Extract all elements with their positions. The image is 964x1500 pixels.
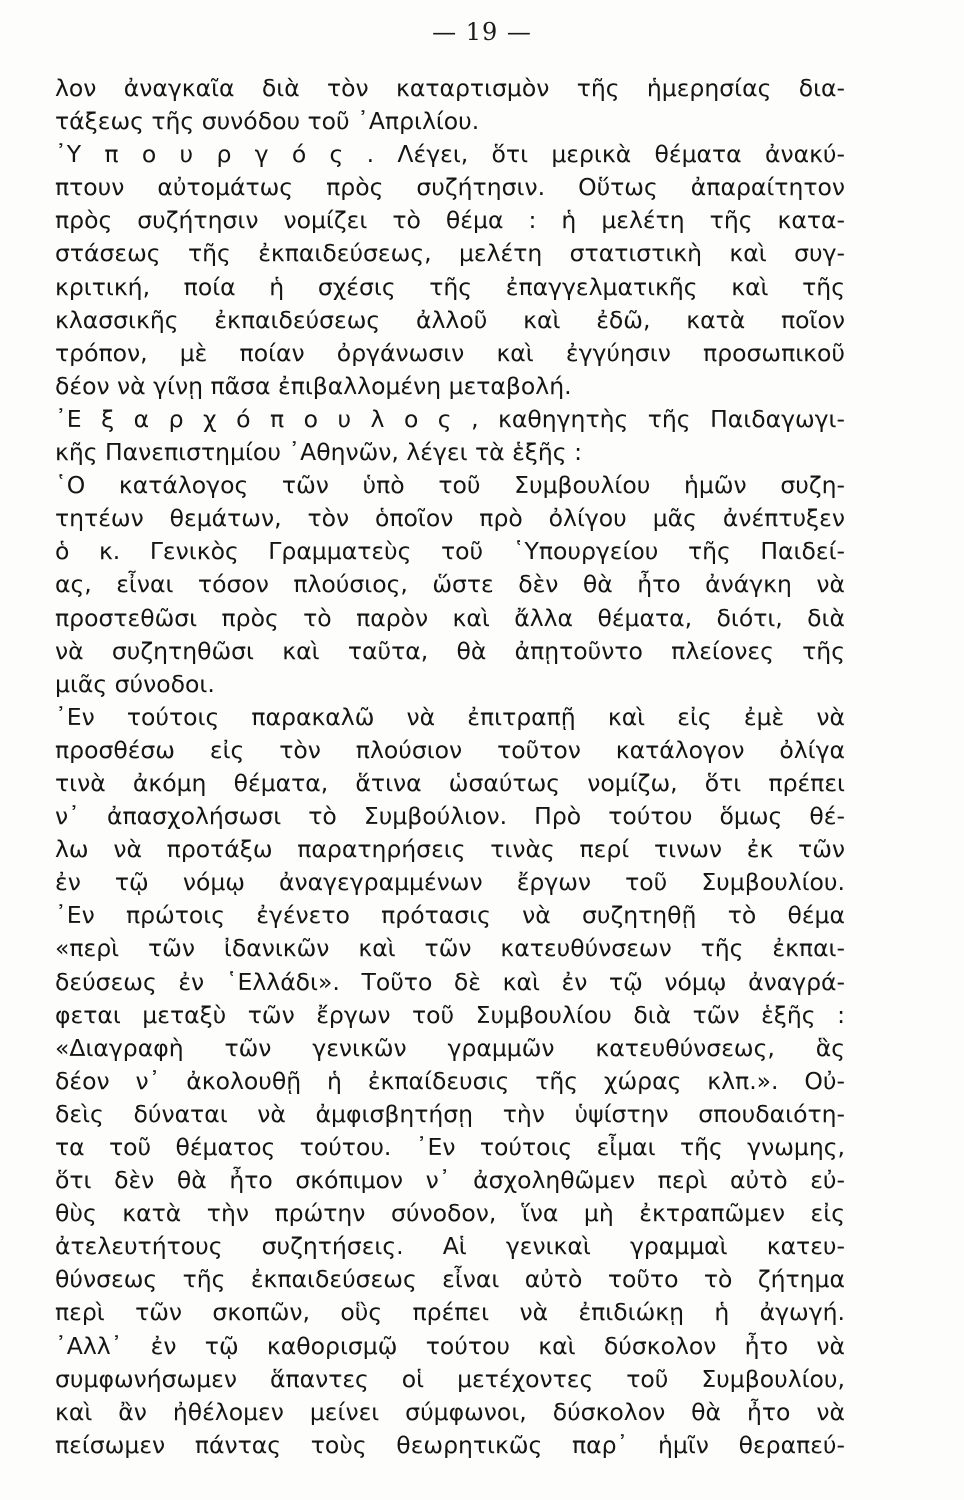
page-number: — 19 — bbox=[432, 18, 532, 46]
text-line: συμφωνήσωμεν ἅπαντες οἱ μετέχοντες τοῦ Συμβουλίου, bbox=[55, 1364, 845, 1393]
text-line: νὰ συζητηθῶσι καὶ ταῦτα, θὰ ἀπῃτοῦντο πλείονες τῆς bbox=[55, 636, 845, 665]
text-line: θύνσεως τῆς ἐκπαιδεύσεως εἶναι αὐτὸ τοῦτο τὸ ζήτημα bbox=[55, 1265, 845, 1294]
body-text bbox=[55, 72, 845, 1462]
text-line: «περὶ τῶν ἰδανικῶν καὶ τῶν κατευθύνσεων τῆς ἐκπαι- bbox=[55, 934, 845, 963]
text-line: ᾿Αλλ᾿ ἐν τῷ καθορισμῷ τούτου καὶ δύσκολον ἦτο νὰ bbox=[55, 1331, 845, 1360]
text-line: κριτική, ποία ἡ σχέσις τῆς ἐπαγγελματικῆς καὶ τῆς bbox=[55, 272, 845, 301]
text-line: πείσωμεν πάντας τοὺς θεωρητικῶς παρ᾿ ἡμῖν θεραπεύ- bbox=[55, 1430, 845, 1459]
text-line: ῾Ο κατάλογος τῶν ὑπὸ τοῦ Συμβουλίου ἡμῶν συζη- bbox=[55, 471, 845, 500]
text-line: τρόπον, μὲ ποίαν ὀργάνωσιν καὶ ἐγγύησιν προσωπικοῦ bbox=[55, 338, 845, 367]
text-line: λον ἀναγκαῖα διὰ τὸν καταρτισμὸν τῆς ἡμερησίας δια- bbox=[55, 74, 845, 102]
text-line: κῆς Πανεπιστημίου ᾿Αθηνῶν, λέγει τὰ ἑξῆς : bbox=[55, 438, 582, 467]
text-line: κλασσικῆς ἐκπαιδεύσεως ἀλλοῦ καὶ ἐδῶ, κατὰ ποῖον bbox=[55, 305, 845, 334]
text-line: πτουν αὐτομάτως πρὸς συζήτησιν. Οὕτως ἀπαραίτητον bbox=[55, 173, 845, 202]
text-line: δέον νὰ γίνῃ πᾶσα ἐπιβαλλομένη μεταβολή. bbox=[55, 371, 572, 400]
text-line: τινὰ ἀκόμη θέματα, ἅτινα ὡσαύτως νομίζω, ὅτι πρέπει bbox=[55, 768, 845, 797]
text-line: προσθέσω εἰς τὸν πλούσιον τοῦτον κατάλογον ὀλίγα bbox=[55, 735, 845, 764]
text-line: δεὶς δύναται νὰ ἀμφισβητήσῃ τὴν ὑψίστην σπουδαιότη- bbox=[55, 1099, 845, 1128]
text-line: ᾿Εν πρώτοις ἐγένετο πρότασις νὰ συζητηθῇ τὸ θέμα bbox=[55, 901, 845, 930]
text-line: ἐν τῷ νόμῳ ἀναγεγραμμένων ἔργων τοῦ Συμβουλίου. bbox=[55, 868, 845, 897]
text-line: ᾿Υ π ο υ ρ γ ό ς . Λέγει, ὅτι μερικὰ θέματα ἀνακύ- bbox=[55, 140, 845, 169]
text-line: στάσεως τῆς ἐκπαιδεύσεως, μελέτη στατιστικὴ καὶ συγ- bbox=[55, 239, 845, 268]
text-line: καὶ ἂν ἠθέλομεν μείνει σύμφωνοι, δύσκολον θὰ ἦτο νὰ bbox=[55, 1397, 845, 1426]
text-line: ὁ κ. Γενικὸς Γραμματεὺς τοῦ ῾Υπουργείου τῆς Παιδεί- bbox=[55, 537, 845, 566]
text-line: θὺς κατὰ τὴν πρώτην σύνοδον, ἵνα μὴ ἐκτραπῶμεν εἰς bbox=[55, 1199, 845, 1228]
text-line: τάξεως τῆς συνόδου τοῦ ᾿Απριλίου. bbox=[55, 107, 480, 136]
text-line: δεύσεως ἐν ῾Ελλάδι». Τοῦτο δὲ καὶ ἐν τῷ νόμῳ ἀναγρά- bbox=[55, 967, 845, 996]
text-line: ας, εἶναι τόσον πλούσιος, ὥστε δὲν θὰ ἦτο ἀνάγκη νὰ bbox=[55, 570, 845, 599]
text-line: προστεθῶσι πρὸς τὸ παρὸν καὶ ἄλλα θέματα, διότι, διὰ bbox=[55, 603, 845, 632]
text-line: ὅτι δὲν θὰ ἦτο σκόπιμον ν᾿ ἀσχοληθῶμεν περὶ αὐτὸ εὐ- bbox=[55, 1166, 845, 1195]
text-line: περὶ τῶν σκοπῶν, οὓς πρέπει νὰ ἐπιδιώκῃ ἡ ἀγωγή. bbox=[55, 1298, 845, 1327]
text-line: ν᾿ ἀπασχολήσωσι τὸ Συμβούλιον. Πρὸ τούτου ὅμως θέ- bbox=[55, 802, 845, 831]
text-line: τητέων θεμάτων, τὸν ὁποῖον πρὸ ὀλίγου μᾶς ἀνέπτυξεν bbox=[55, 504, 845, 533]
text-line: ἀτελευτήτους συζητήσεις. Αἱ γενικαὶ γραμμαὶ κατευ- bbox=[55, 1232, 845, 1261]
text-line: «Διαγραφὴ τῶν γενικῶν γραμμῶν κατευθύνσεως, ἃς bbox=[55, 1033, 845, 1062]
text-line: ᾿Ε ξ α ρ χ ό π ο υ λ ο ς , καθηγητὴς τῆς Παιδαγωγι- bbox=[55, 404, 845, 433]
text-line: τα τοῦ θέματος τούτου. ᾿Εν τούτοις εἶμαι τῆς γνωμης, bbox=[55, 1133, 845, 1161]
text-line: πρὸς συζήτησιν νομίζει τὸ θέμα : ἡ μελέτη τῆς κατα- bbox=[55, 206, 845, 235]
text-line: δέον ν᾿ ἀκολουθῇ ἡ ἐκπαίδευσις τῆς χώρας κλπ.». Οὐ- bbox=[55, 1066, 845, 1095]
text-line: φεται μεταξὺ τῶν ἔργων τοῦ Συμβουλίου διὰ τῶν ἑξῆς : bbox=[55, 1000, 845, 1029]
text-line: λω νὰ προτάξω παρατηρήσεις τινὰς περί τινων ἐκ τῶν bbox=[55, 835, 845, 864]
text-line: μιᾶς σύνοδοι. bbox=[55, 669, 215, 698]
text-line: ᾿Εν τούτοις παρακαλῶ νὰ ἐπιτραπῇ καὶ εἰς ἐμὲ νὰ bbox=[55, 702, 845, 731]
